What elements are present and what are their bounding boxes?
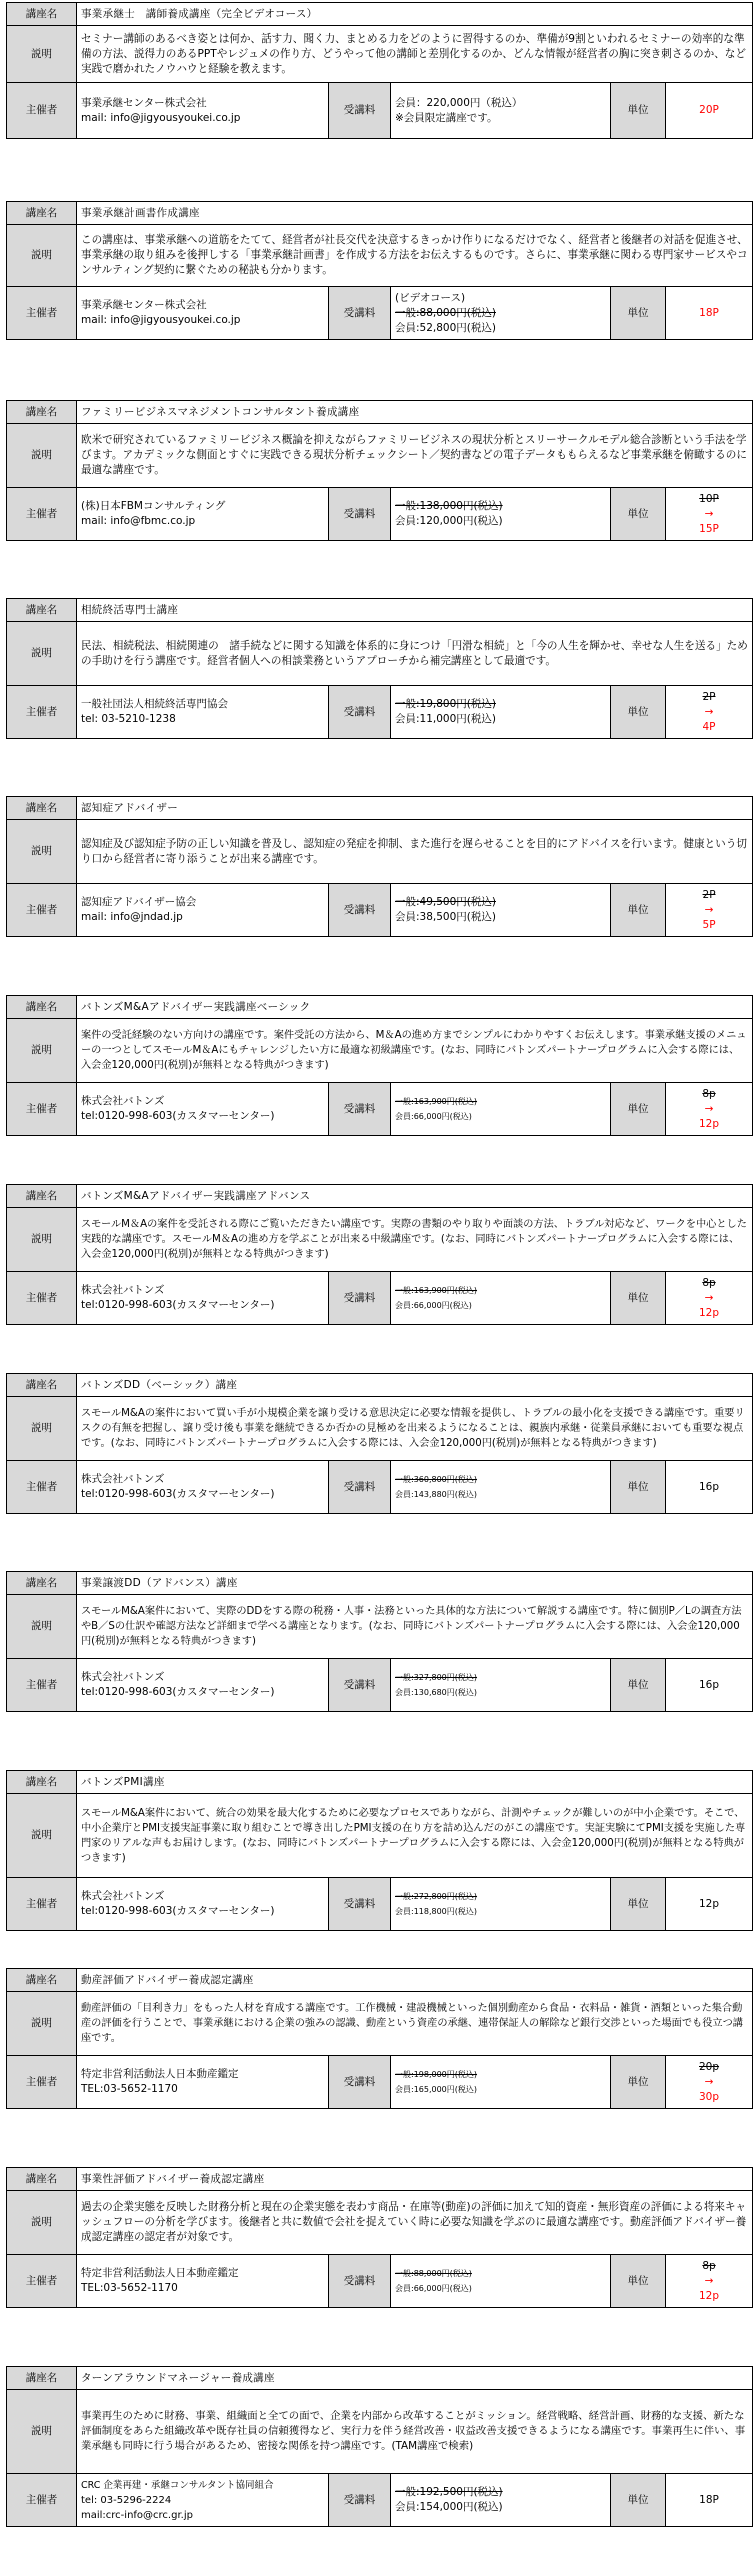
course-organizer-row [7,83,753,139]
arrow-right-icon: → [704,903,714,916]
unit-old-points: 2P [702,888,716,901]
unit-label: 単位 [611,2474,666,2527]
fee-general-price: 一般:88,000円(税込) [395,306,496,319]
fee-member-price: 会員:154,000円(税込) [395,2501,503,2513]
course-table [6,1184,753,1325]
course-block [6,598,752,739]
course-description-row [7,1397,753,1461]
course-block [6,2,752,139]
unit-label: 単位 [611,2056,666,2109]
fee-member-price: 会員:52,800円(税込) [395,321,496,334]
organizer-contact: tel: 03-5210-1238 [81,713,176,725]
unit-label: 単位 [611,1659,666,1712]
course-title-row [7,2367,753,2390]
fee-label: 受講料 [329,686,391,739]
description-label: 説明 [7,424,77,488]
fee-general-price: 一般:198,000円(税込) [395,2070,478,2079]
course-title-row [7,202,753,225]
fee-info [391,2056,611,2109]
course-organizer-row [7,2474,753,2527]
fee-line: ※会員限定講座です。 [395,111,498,124]
fee-info [391,287,611,340]
course-title-row [7,996,753,1019]
course-description: 認知症及び認知症予防の正しい知識を普及し、認知症の発症を抑制、また進行を遅らせることを目的にアドバイスを行います。健康という切り口から経営者に寄り添うことが出来る講座です。 [77,820,753,884]
fee-label: 受講料 [329,488,391,541]
description-label: 説明 [7,1794,77,1878]
course-title-row [7,599,753,622]
course-title: 動産評価アドバイザー養成認定講座 [77,1969,753,1992]
unit-old-points: 8p [702,2259,716,2272]
fee-info [391,1461,611,1514]
fee-general-price: 一般:49,500円(税込) [395,896,496,908]
course-block [6,995,752,1136]
organizer-label: 主催者 [7,884,77,937]
course-description-row [7,1595,753,1659]
unit-points [666,83,753,139]
fee-course-type: (ビデオコース) [395,291,466,304]
fee-general-price: 一般:88,000円(税込) [395,2269,472,2278]
organizer-contact: TEL:03-5652-1170 [81,2282,178,2294]
unit-new-points: 15P [699,522,719,535]
course-block [6,1373,752,1514]
fee-general-price: 一般:360,800円(税込) [395,1475,478,1484]
unit-label: 単位 [611,686,666,739]
description-label: 説明 [7,225,77,287]
course-block [6,1571,752,1712]
unit-new-points: 18P [699,306,719,319]
course-title: ファミリービジネスマネジメントコンサルタント養成講座 [77,401,753,424]
organizer-contact: tel:0120-998-603(カスタマーセンター) [81,1110,275,1122]
course-name-label: 講座名 [7,1572,77,1595]
fee-general-price: 一般:327,800円(税込) [395,1673,478,1682]
unit-points [666,1272,753,1325]
organizer-info [77,1083,329,1136]
course-description-row [7,2191,753,2255]
course-organizer-row [7,488,753,541]
course-description-row [7,820,753,884]
fee-info [391,1878,611,1931]
organizer-name: (株)日本FBMコンサルティング [81,500,226,512]
organizer-contact: mail: info@jigyousyoukei.co.jp [81,314,241,326]
organizer-contact: tel:0120-998-603(カスタマーセンター) [81,1686,275,1698]
arrow-right-icon: → [704,2274,714,2287]
description-label: 説明 [7,1208,77,1272]
fee-info [391,83,611,139]
description-label: 説明 [7,26,77,83]
course-organizer-row [7,686,753,739]
course-table [6,2366,753,2527]
unit-new-points: 16p [699,1678,720,1691]
course-title: バトンズPMI講座 [77,1771,753,1794]
course-block [6,1184,752,1325]
course-description: 過去の企業実態を反映した財務分析と現在の企業実態を表わす商品・在庫等(動産)の評価に加えて知的資産・無形資産の評価による将来キャッシュフローの分析を学びます。後継者と共に数値で会社を捉えていく時に必要な知識を学ぶのに最適な講座です。動産評価アドバイザー養成認定講座の認定者が対象です。 [77,2191,753,2255]
unit-label: 単位 [611,1461,666,1514]
course-title: バトンズM&Aアドバイザー実践講座アドバンス [77,1185,753,1208]
course-name-label: 講座名 [7,2168,77,2191]
fee-label: 受講料 [329,2255,391,2308]
unit-label: 単位 [611,1083,666,1136]
arrow-right-icon: → [704,1291,714,1304]
organizer-name: 株式会社バトンズ [81,1473,165,1485]
course-title-row [7,1185,753,1208]
unit-new-points: 12p [698,1306,720,1319]
organizer-name: 事業承継センター株式会社 [81,299,207,311]
course-description: 案件の受託経験のない方向けの講座です。案件受託の方法から、M＆Aの進め方までシンプルにわかりやすくお伝えします。事業承継支援のメニューの一つとしてスモールM＆Aにもチャレンジしたい方に最適な初級講座です。(なお、同時にバトンズパートナープログラムに入会する際には、入会金120,000円(税別)が無料となる特典がつきます) [77,1019,753,1083]
organizer-name: 事業承継センター株式会社 [81,96,207,109]
fee-member-price: 会員:143,880円(税込) [395,1490,478,1499]
fee-member-price: 会員:165,000円(税込) [395,2085,478,2094]
arrow-right-icon: → [704,705,714,718]
course-name-label: 講座名 [7,202,77,225]
fee-member-price: 会員:11,000円(税込) [395,713,496,725]
course-title: 事業承継士 講師養成講座（完全ビデオコース） [77,3,753,26]
organizer-name: 認知症アドバイザー協会 [81,896,197,908]
course-block [6,400,752,541]
course-table [6,400,753,541]
fee-line: 会員：220,000円（税込） [395,96,523,109]
fee-label: 受講料 [329,1878,391,1931]
course-title-row [7,2168,753,2191]
course-description: スモールM＆Aの案件を受託される際にご覧いただきたい講座です。実際の書類のやり取りや面談の方法、トラブル対応など、ワークを中心とした実践的な講座です。スモールM＆Aの進め方を学ぶことが出来る中級講座です。(なお、同時にバトンズパートナープログラムに入会する際には、入会金120,000円(税別)が無料となる特典がつきます) [77,1208,753,1272]
course-organizer-row [7,1659,753,1712]
organizer-contact: mail: info@jndad.jp [81,911,183,923]
course-title-row [7,1374,753,1397]
course-title-row [7,797,753,820]
course-table [6,1770,753,1931]
course-description: スモールM&A案件において、実際のDDをする際の税務・人事・法務といった具体的な方法について解説する講座です。特に個別P／Lの調査方法やB／Sの仕訳や確認方法など詳細まで学べる講座となります。(なお、同時にバトンズパートナープログラムに入会する際には、入会金120,000円(税別)が無料となる特典がつきます) [77,1595,753,1659]
unit-new-points: 12p [698,1117,720,1130]
course-description: 動産評価の「目利き力」をもった人材を育成する講座です。工作機械・建設機械といった個別動産から食品・衣料品・雑貨・酒類といった集合動産の評価を行うことで、事業承継における企業の強みの認識、動産という資産の承継、連帯保証人の解除など銀行交渉といった場面でも役立つ講座です。 [77,1992,753,2056]
fee-member-price: 会員:120,000円(税込) [395,515,503,527]
fee-info [391,884,611,937]
organizer-label: 主催者 [7,1461,77,1514]
organizer-contact: mail:crc-info@crc.gr.jp [81,2509,193,2521]
course-table [6,2,753,139]
arrow-right-icon: → [704,1102,714,1115]
fee-general-price: 一般:19,800円(税込) [395,698,496,710]
organizer-name: 特定非営利活動法人日本動産鑑定 [81,2267,239,2279]
unit-new-points: 12p [699,2289,720,2302]
course-table [6,201,753,340]
course-description: セミナー講師のあるべき姿とは何か、話す力、聞く力、まとめる力をどのように習得するのか、準備が9割といわれるセミナーの効率的な準備の方法、説得力のあるPPTやレジュメの作り方、どうやって他の講師と差別化するのか、どんな情報が経営者の胸に突き刺さるのか、など実践で磨かれたノウハウと経験を教えます。 [77,26,753,83]
organizer-label: 主催者 [7,83,77,139]
course-organizer-row [7,884,753,937]
unit-label: 単位 [611,1272,666,1325]
arrow-right-icon: → [704,507,714,520]
course-organizer-row [7,1461,753,1514]
organizer-info [77,488,329,541]
unit-label: 単位 [611,488,666,541]
organizer-info [77,1272,329,1325]
organizer-name: 特定非営利活動法人日本動産鑑定 [81,2068,239,2080]
course-description: 事業再生のために財務、事業、組織面と全ての面で、企業を内部から改革することがミッション。経営戦略、経営計画、財務的な支援、新たな評価制度をあらた組織改革や既存社員の信頼獲得など、実行力を伴う経営改善・収益改善支援できるようになる講座です。事業再生に伴い、事業承継も同時に行う場合があるため、密接な関係を持つ講座です。(TAM講座で検索) [77,2390,753,2474]
course-organizer-row [7,1083,753,1136]
course-organizer-row [7,1878,753,1931]
organizer-label: 主催者 [7,2255,77,2308]
fee-general-price: 一般:138,000円(税込) [395,500,503,512]
unit-points [666,488,753,541]
description-label: 説明 [7,2390,77,2474]
fee-label: 受講料 [329,1083,391,1136]
course-description: この講座は、事業承継への道筋をたてて、経営者が社長交代を決意するきっかけ作りになるだけでなく、経営者と後継者の対話を促進させ、事業承継の取り組みを後押しする「事業承継計画書」を作成する方法をお伝えするものです。さらに、事業承継に関わる専門家サービスやコンサルティング契約に繋ぐための秘訣も分かります。 [77,225,753,287]
description-label: 説明 [7,1992,77,2056]
fee-member-price: 会員:118,800円(税込) [395,1907,478,1916]
organizer-info [77,1659,329,1712]
unit-points [666,686,753,739]
course-organizer-row [7,2056,753,2109]
course-title-row [7,3,753,26]
course-table [6,598,753,739]
course-name-label: 講座名 [7,1969,77,1992]
organizer-label: 主催者 [7,488,77,541]
organizer-label: 主催者 [7,1878,77,1931]
organizer-label: 主催者 [7,1272,77,1325]
course-title: 相続終活専門士講座 [77,599,753,622]
fee-info [391,1272,611,1325]
organizer-contact: tel: 03-5296-2224 [81,2494,172,2506]
unit-new-points: 16p [698,1480,720,1493]
organizer-label: 主催者 [7,1083,77,1136]
course-block [6,1968,752,2109]
organizer-name: 株式会社バトンズ [81,1890,165,1902]
unit-points [666,2056,753,2109]
description-label: 説明 [7,1019,77,1083]
course-name-label: 講座名 [7,401,77,424]
course-name-label: 講座名 [7,1185,77,1208]
organizer-info [77,2474,329,2527]
organizer-info [77,2255,329,2308]
organizer-contact: mail: info@fbmc.co.jp [81,515,196,527]
organizer-label: 主催者 [7,686,77,739]
fee-label: 受講料 [329,287,391,340]
course-table [6,1373,753,1514]
fee-member-price: 会員:66,000円(税込) [395,1112,472,1121]
course-title: ターンアラウンドマネージャー養成講座 [77,2367,753,2390]
course-description-row [7,1019,753,1083]
course-description-row [7,622,753,686]
course-description-row [7,424,753,488]
course-title: 認知症アドバイザー [77,797,753,820]
description-label: 説明 [7,2191,77,2255]
course-title: バトンズDD（ベーシック）講座 [77,1374,753,1397]
organizer-info [77,83,329,139]
organizer-info [77,686,329,739]
course-name-label: 講座名 [7,599,77,622]
fee-info [391,488,611,541]
unit-new-points: 12p [698,1897,720,1910]
course-block [6,1770,752,1931]
course-block [6,201,752,340]
course-name-label: 講座名 [7,797,77,820]
fee-label: 受講料 [329,83,391,139]
description-label: 説明 [7,622,77,686]
course-table [6,1968,753,2109]
organizer-label: 主催者 [7,1659,77,1712]
course-block [6,796,752,937]
organizer-name: 株式会社バトンズ [81,1284,165,1296]
organizer-info [77,287,329,340]
unit-new-points: 4P [702,720,716,733]
fee-label: 受講料 [329,1659,391,1712]
arrow-right-icon: → [704,2075,714,2088]
course-name-label: 講座名 [7,996,77,1019]
course-table [6,995,753,1136]
course-description-row [7,1794,753,1878]
unit-points [666,287,753,340]
unit-label: 単位 [611,2255,666,2308]
unit-old-points: 8p [702,1087,716,1100]
course-description-row [7,1992,753,2056]
course-title-row [7,401,753,424]
course-title-row [7,1969,753,1992]
course-block [6,2167,752,2308]
unit-old-points: 10P [699,492,719,505]
fee-member-price: 会員:66,000円(税込) [395,2284,472,2293]
unit-new-points: 18P [699,2493,719,2506]
course-title-row [7,1572,753,1595]
organizer-label: 主催者 [7,287,77,340]
description-label: 説明 [7,820,77,884]
fee-general-price: 一般:272,800円(税込) [395,1892,478,1901]
organizer-name: CRC 企業再建・承継コンサルタント協同組合 [81,2479,274,2491]
fee-info [391,2255,611,2308]
course-organizer-row [7,2255,753,2308]
unit-old-points: 2P [702,690,716,703]
organizer-info [77,2056,329,2109]
unit-new-points: 20P [699,104,719,116]
unit-label: 単位 [611,287,666,340]
course-description-row [7,225,753,287]
fee-label: 受講料 [329,1272,391,1325]
fee-info [391,1083,611,1136]
course-table [6,796,753,937]
course-block [6,2366,752,2527]
organizer-contact: mail: info@jigyousyoukei.co.jp [81,111,241,124]
unit-points [666,2255,753,2308]
organizer-info [77,884,329,937]
organizer-contact: TEL:03-5652-1170 [81,2083,178,2095]
unit-points [666,884,753,937]
organizer-label: 主催者 [7,2056,77,2109]
fee-label: 受講料 [329,884,391,937]
course-description: スモールM&Aの案件において買い手が小規模企業を譲り受ける意思決定に必要な情報を提供し、トラブルの最小化を支援できる講座です。重要リスクの有無を把握し、譲り受け後も事業を継続できるか否かの見極めを出来るようになることは、親族内承継・従業員承継においても重要な視点です。(なお、同時にバトンズパートナープログラムに入会する際には、入会金120,000円(税別)が無料となる特典がつきます) [77,1397,753,1461]
unit-new-points: 30p [699,2090,720,2103]
course-title: 事業承継計画書作成講座 [77,202,753,225]
organizer-label: 主催者 [7,2474,77,2527]
fee-general-price: 一般:163,900円(税込) [395,1286,478,1295]
fee-label: 受講料 [329,1461,391,1514]
course-description-row [7,1208,753,1272]
unit-old-points: 8p [702,1276,716,1289]
unit-label: 単位 [611,884,666,937]
organizer-name: 株式会社バトンズ [81,1671,165,1683]
unit-points [666,1461,753,1514]
course-title: バトンズM&Aアドバイザー実践講座ベーシック [77,996,753,1019]
course-description: 民法、相続税法、相続関連の 諸手続などに関する知識を体系的に身につけ「円滑な相続」と「今の人生を輝かせ、幸せな人生を送る」ための手助けを行う講座です。経営者個人への相談業務というアプローチから補完講座として最適です。 [77,622,753,686]
organizer-contact: tel:0120-998-603(カスタマーセンター) [81,1299,275,1311]
unit-points [666,1878,753,1931]
unit-label: 単位 [611,83,666,139]
course-title: 事業譲渡DD（アドバンス）講座 [77,1572,753,1595]
unit-label: 単位 [611,1878,666,1931]
course-description-row [7,2390,753,2474]
fee-label: 受講料 [329,2056,391,2109]
course-name-label: 講座名 [7,3,77,26]
fee-member-price: 会員:130,680円(税込) [395,1688,478,1697]
organizer-info [77,1878,329,1931]
organizer-name: 株式会社バトンズ [81,1095,165,1107]
description-label: 説明 [7,1595,77,1659]
fee-general-price: 一般:192,500円(税込) [395,2486,503,2498]
organizer-name: 一般社団法人相続終活専門協会 [81,698,228,710]
description-label: 説明 [7,1397,77,1461]
course-description: スモールM&A案件において、統合の効果を最大化するために必要なプロセスでありながら、計測やチェックが難しいのが中小企業です。そこで、中小企業庁とPMI支援実証事業に取り組むことで導き出したPMI支援の在り方を詰め込んだのがこの講座です。実証実験にてPMI支援を実施した専門家のリアルな声もお届けします。(なお、同時にバトンズパートナープログラムに入会する際には、入会金120,000円(税別)が無料となる特典がつきます) [77,1794,753,1878]
organizer-info [77,1461,329,1514]
unit-new-points: 5P [702,918,716,931]
fee-info [391,1659,611,1712]
course-title-row [7,1771,753,1794]
organizer-contact: tel:0120-998-603(カスタマーセンター) [81,1488,275,1500]
fee-member-price: 会員:66,000円(税込) [395,1301,472,1310]
course-table [6,2167,753,2308]
course-description-row [7,26,753,83]
organizer-contact: tel:0120-998-603(カスタマーセンター) [81,1905,275,1917]
fee-info [391,2474,611,2527]
course-organizer-row [7,1272,753,1325]
course-title: 事業性評価アドバイザー養成認定講座 [77,2168,753,2191]
unit-points [666,1083,753,1136]
course-name-label: 講座名 [7,1374,77,1397]
unit-points [666,1659,753,1712]
course-name-label: 講座名 [7,1771,77,1794]
course-description: 欧米で研究されているファミリービジネス概論を抑えながらファミリービジネスの現状分析とスリーサークルモデル総合診断という手法を学びます。アカデミックな側面とすぐに実践できる現状分析チェックシート／契約書などの電子データももらえるなど事業承継を俯瞰するのに最適な講座です。 [77,424,753,488]
course-table [6,1571,753,1712]
unit-old-points: 20p [699,2060,720,2073]
course-name-label: 講座名 [7,2367,77,2390]
fee-member-price: 会員:38,500円(税込) [395,911,496,923]
fee-label: 受講料 [329,2474,391,2527]
fee-info [391,686,611,739]
unit-points [666,2474,753,2527]
course-organizer-row [7,287,753,340]
fee-general-price: 一般:163,900円(税込) [395,1097,478,1106]
